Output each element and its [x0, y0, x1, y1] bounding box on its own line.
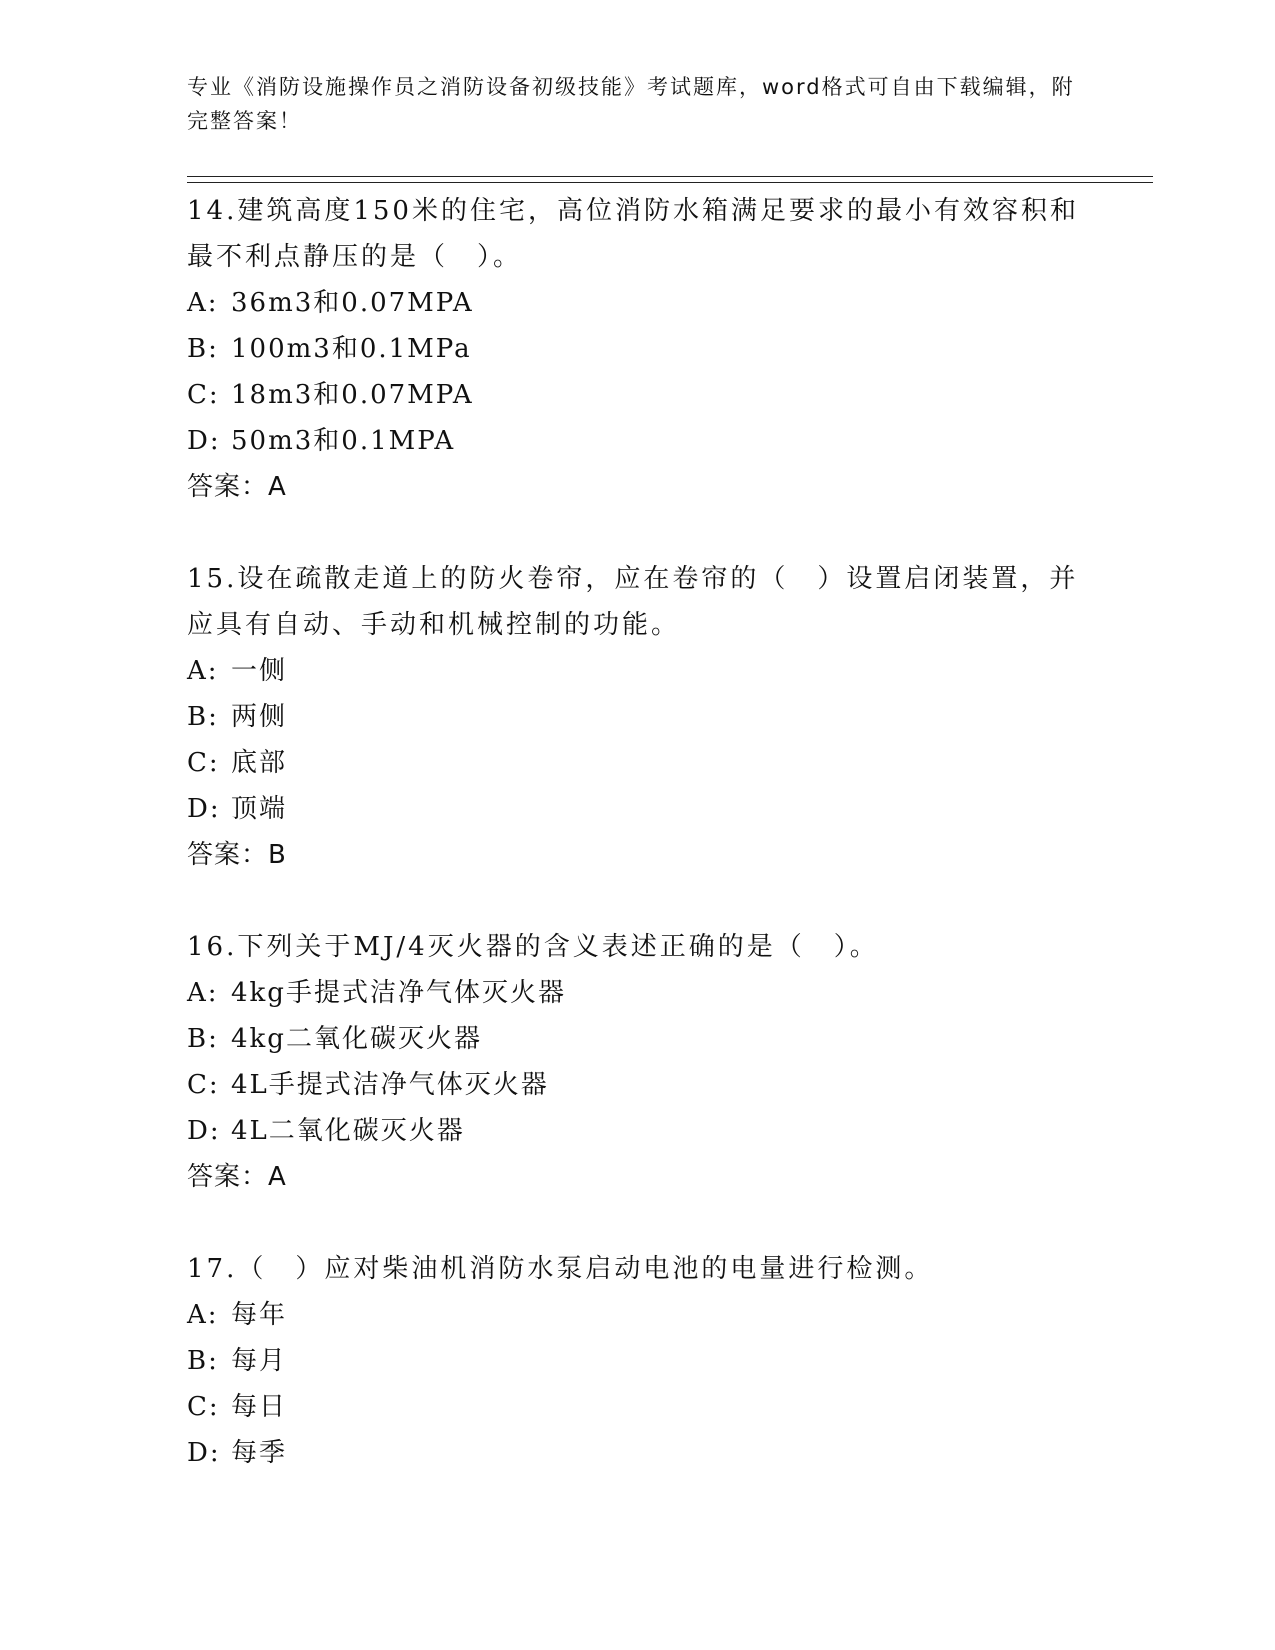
option-c — [187, 740, 1087, 786]
option-d — [187, 1108, 1087, 1154]
question-16 — [187, 924, 1087, 1200]
option-letter: D: — [187, 1116, 221, 1146]
question-15 — [187, 556, 1087, 878]
option-c — [187, 1062, 1087, 1108]
question-list — [187, 188, 1087, 1522]
option-text: 每年 — [231, 1300, 288, 1330]
option-letter: D: — [187, 1438, 221, 1468]
option-letter: C: — [187, 380, 220, 410]
option-text: 4kg二氧化碳灭火器 — [231, 1024, 482, 1054]
option-text: 4kg手提式洁净气体灭火器 — [231, 978, 566, 1008]
option-letter: B: — [187, 1346, 219, 1376]
option-text: 18m3和0.07MPA — [231, 380, 474, 410]
option-text: 每月 — [231, 1346, 288, 1376]
option-d — [187, 1430, 1087, 1476]
answer-line: 答案：B — [187, 840, 287, 870]
option-b — [187, 326, 1087, 372]
option-a — [187, 648, 1087, 694]
option-text: 每日 — [231, 1392, 288, 1422]
option-letter: C: — [187, 748, 220, 778]
option-text: 底部 — [231, 748, 288, 778]
question-text: 17.（ ）应对柴油机消防水泵启动电池的电量进行检测。 — [187, 1254, 934, 1284]
option-letter: B: — [187, 702, 219, 732]
option-text: 100m3和0.1MPa — [231, 334, 472, 364]
option-c — [187, 1384, 1087, 1430]
option-text: 4L二氧化碳灭火器 — [231, 1116, 465, 1146]
option-letter: C: — [187, 1070, 220, 1100]
option-text: 36m3和0.07MPA — [231, 288, 474, 318]
header-divider-top — [187, 176, 1153, 177]
question-text: 14.建筑高度150米的住宅，高位消防水箱满足要求的最小有效容积和最不利点静压的是（ ）。 — [187, 196, 1079, 272]
option-letter: D: — [187, 426, 221, 456]
option-d — [187, 786, 1087, 832]
answer-line: 答案：A — [187, 1162, 287, 1192]
option-letter: D: — [187, 794, 221, 824]
option-letter: A: — [187, 1300, 219, 1330]
question-14 — [187, 188, 1087, 510]
answer-line: 答案：A — [187, 472, 287, 502]
option-letter: B: — [187, 1024, 219, 1054]
option-a — [187, 970, 1087, 1016]
option-text: 每季 — [231, 1438, 288, 1468]
option-text: 一侧 — [231, 656, 288, 686]
question-text: 15.设在疏散走道上的防火卷帘，应在卷帘的（ ）设置启闭装置，并应具有自动、手动和机械控制的功能。 — [187, 564, 1079, 640]
option-letter: C: — [187, 1392, 220, 1422]
option-letter: B: — [187, 334, 219, 364]
option-b — [187, 694, 1087, 740]
option-text: 两侧 — [231, 702, 288, 732]
option-a — [187, 1292, 1087, 1338]
option-text: 顶端 — [231, 794, 288, 824]
option-text: 4L手提式洁净气体灭火器 — [231, 1070, 549, 1100]
option-a — [187, 280, 1087, 326]
option-letter: A: — [187, 288, 219, 318]
option-b — [187, 1016, 1087, 1062]
header-divider-bottom — [187, 182, 1153, 183]
option-b — [187, 1338, 1087, 1384]
question-text: 16.下列关于MJ/4灭火器的含义表述正确的是（ ）。 — [187, 932, 879, 962]
question-17 — [187, 1246, 1087, 1476]
option-d — [187, 418, 1087, 464]
option-c — [187, 372, 1087, 418]
option-text: 50m3和0.1MPA — [231, 426, 456, 456]
document-header: 专业《消防设施操作员之消防设备初级技能》考试题库，word格式可自由下载编辑，附完整答案！ — [187, 75, 1075, 133]
option-letter: A: — [187, 656, 219, 686]
option-letter: A: — [187, 978, 219, 1008]
